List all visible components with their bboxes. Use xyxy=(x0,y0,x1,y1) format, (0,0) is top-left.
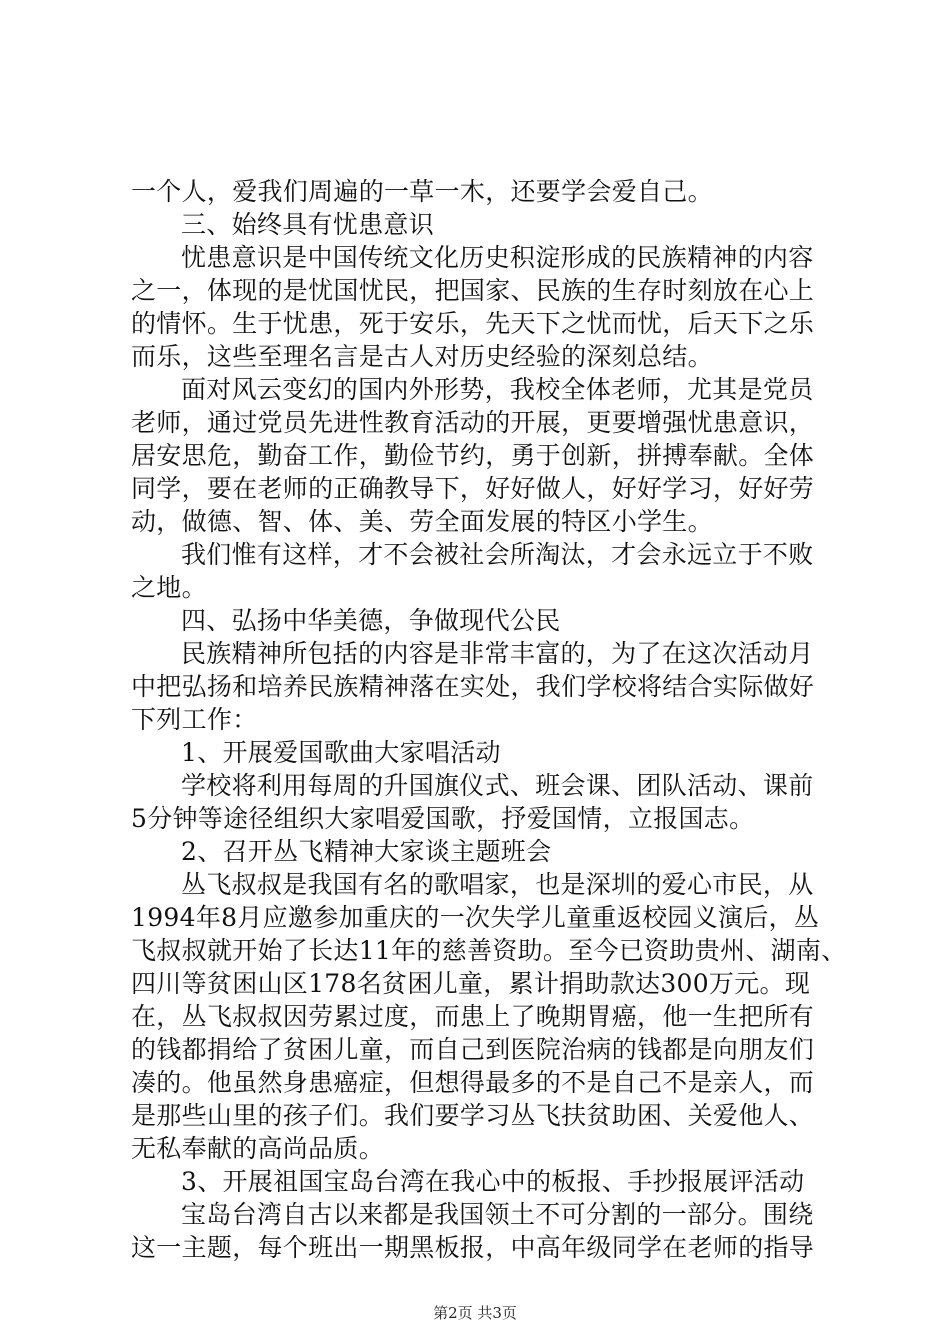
subsection-heading: 2、召开丛飞精神大家谈主题班会 xyxy=(181,837,552,866)
text-line: 飞叔叔就开始了长达11年的慈善资助。至今已资助贵州、湖南、 xyxy=(131,936,847,965)
section-heading: 三、始终具有忧患意识 xyxy=(181,210,435,239)
text-line: 这一主题，每个班出一期黑板报，中高年级同学在老师的指导 xyxy=(131,1233,815,1262)
text-line: 之一，体现的是忧国忧民，把国家、民族的生存时刻放在心上 xyxy=(131,276,815,305)
text-line: 1994年8月应邀参加重庆的一次失学儿童重返校园义演后，丛 xyxy=(131,903,820,932)
text-line: 是那些山里的孩子们。我们要学习丛飞扶贫助困、关爱他人、 xyxy=(131,1101,815,1130)
text-line: 四川等贫困山区178名贫困儿童，累计捐助款达300万元。现 xyxy=(131,969,811,998)
text-line: 忧患意识是中国传统文化历史积淀形成的民族精神的内容 xyxy=(181,243,814,272)
text-line: 5分钟等途径组织大家唱爱国歌，抒爱国情，立报国志。 xyxy=(131,804,755,833)
text-line: 无私奉献的高尚品质。 xyxy=(131,1134,385,1163)
text-line: 动，做德、智、体、美、劳全面发展的特区小学生。 xyxy=(131,507,713,536)
text-line: 下列工作： xyxy=(131,705,258,734)
text-line: 的情怀。生于忧患，死于安乐，先天下之忧而忧，后天下之乐 xyxy=(131,309,815,338)
text-line: 学校将利用每周的升国旗仪式、班会课、团队活动、课前 xyxy=(181,771,814,800)
subsection-heading: 3、开展祖国宝岛台湾在我心中的板报、手抄报展评活动 xyxy=(181,1167,805,1196)
text-line: 同学，要在老师的正确教导下，好好做人，好好学习，好好劳 xyxy=(131,474,815,503)
text-line: 凑的。他虽然身患癌症，但想得最多的不是自己不是亲人，而 xyxy=(131,1068,815,1097)
subsection-heading: 1、开展爱国歌曲大家唱活动 xyxy=(181,738,501,767)
text-line: 老师，通过党员先进性教育活动的开展，更要增强忧患意识， xyxy=(131,408,815,437)
section-heading: 四、弘扬中华美德，争做现代公民 xyxy=(181,606,561,635)
text-line: 一个人，爱我们周遍的一草一木，还要学会爱自己。 xyxy=(131,177,713,206)
text-line: 的钱都捐给了贫困儿童，而自己到医院治病的钱都是向朋友们 xyxy=(131,1035,815,1064)
text-line: 民族精神所包括的内容是非常丰富的，为了在这次活动月 xyxy=(181,639,814,668)
text-line: 丛飞叔叔是我国有名的歌唱家，也是深圳的爱心市民，从 xyxy=(181,870,814,899)
text-line: 居安思危，勤奋工作，勤俭节约，勇于创新，拼搏奉献。全体 xyxy=(131,441,815,470)
text-line: 在，丛飞叔叔因劳累过度，而患上了晚期胃癌，他一生把所有 xyxy=(131,1002,815,1031)
text-line: 我们惟有这样，才不会被社会所淘汰，才会永远立于不败 xyxy=(181,540,814,569)
text-line: 而乐，这些至理名言是古人对历史经验的深刻总结。 xyxy=(131,342,713,371)
text-line: 之地。 xyxy=(131,573,207,602)
text-line: 中把弘扬和培养民族精神落在实处，我们学校将结合实际做好 xyxy=(131,672,815,701)
text-line: 面对风云变幻的国内外形势，我校全体老师，尤其是党员 xyxy=(181,375,814,404)
text-line: 宝岛台湾自古以来都是我国领土不可分割的一部分。围绕 xyxy=(181,1200,814,1229)
page-footer: 第2页 共3页 xyxy=(433,1304,517,1322)
